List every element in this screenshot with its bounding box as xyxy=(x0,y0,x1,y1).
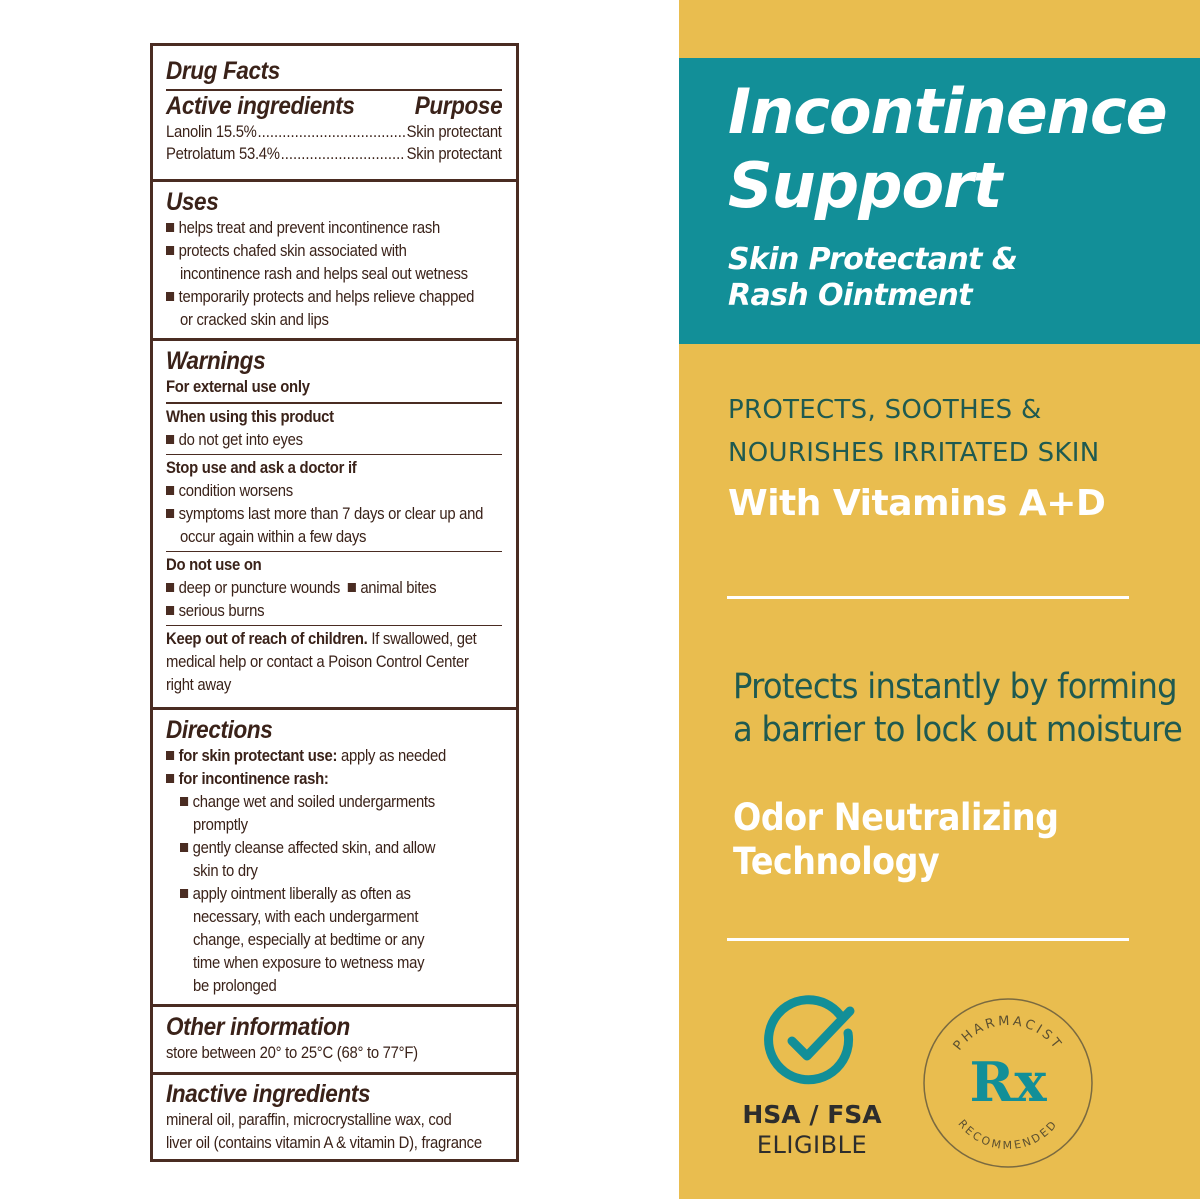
warning-item: deep or puncture wounds xyxy=(178,579,340,597)
divider xyxy=(166,625,502,626)
bullet-icon xyxy=(166,246,174,255)
direction-label: for skin protectant use: xyxy=(178,747,338,765)
direction-text: promptly xyxy=(193,816,248,834)
warning-item: serious burns xyxy=(178,602,265,620)
keep-out-text: If swallowed, get xyxy=(367,630,477,648)
uses-heading: Uses xyxy=(166,188,219,216)
ingredient-name: Lanolin 15.5% xyxy=(166,123,257,141)
directions-section xyxy=(153,707,516,998)
bullet-icon xyxy=(166,751,174,760)
bullet-icon xyxy=(166,509,174,518)
warning-item: symptoms last more than 7 days or clear up and xyxy=(178,505,484,523)
ingredient-name: Petrolatum 53.4% xyxy=(166,145,280,163)
svg-text:RECOMMENDED xyxy=(955,1117,1060,1152)
bullet-icon xyxy=(166,606,174,615)
odor-line: Odor Neutralizing xyxy=(733,796,1059,839)
direction-text: change wet and soiled undergarments xyxy=(192,793,435,811)
purpose-heading: Purpose xyxy=(414,92,502,120)
rx-symbol: Rx xyxy=(969,1050,1047,1114)
ingredient-row xyxy=(166,121,502,144)
product-subtitle: Rash Ointment xyxy=(728,278,972,313)
inactive-heading: Inactive ingredients xyxy=(166,1080,371,1108)
warning-item: animal bites xyxy=(360,579,437,597)
other-info-heading: Other information xyxy=(166,1013,350,1041)
drug-facts-header xyxy=(153,56,516,166)
other-info-text: store between 20° to 25°C (68° to 77°F) xyxy=(166,1044,418,1062)
active-ingredients-header-row xyxy=(166,91,502,121)
keep-out-label: Keep out of reach of children. xyxy=(166,630,368,648)
uses-line: temporarily protects and helps relieve chapped xyxy=(178,288,475,306)
hsa-eligible-label: ELIGIBLE xyxy=(756,1131,868,1159)
dot-leader xyxy=(281,143,406,166)
direction-label: for incontinence rash: xyxy=(178,770,329,788)
direction-text: skin to dry xyxy=(193,862,258,880)
divider xyxy=(727,596,1129,599)
ingredient-purpose: Skin protectant xyxy=(406,123,502,141)
divider xyxy=(166,551,502,552)
when-using-label: When using this product xyxy=(166,408,334,426)
uses-line: helps treat and prevent incontinence rash xyxy=(178,219,440,237)
warnings-heading: Warnings xyxy=(166,347,266,375)
divider xyxy=(727,938,1129,941)
bullet-icon xyxy=(180,797,188,806)
seal-bottom-text: RECOMMENDED xyxy=(955,1117,1061,1153)
uses-line: incontinence rash and helps seal out wetness xyxy=(180,265,468,283)
odor-text xyxy=(733,796,1059,884)
uses-line: protects chafed skin associated with xyxy=(178,242,407,260)
bullet-icon xyxy=(166,435,174,444)
direction-text: necessary, with each undergarment xyxy=(193,908,419,926)
check-circle-icon xyxy=(762,993,858,1089)
claim-text: NOURISHES IRRITATED SKIN xyxy=(728,438,1100,468)
bullet-icon xyxy=(166,223,174,232)
pharmacist-seal-icon xyxy=(920,995,1096,1171)
divider xyxy=(166,454,502,455)
warnings-section xyxy=(153,338,516,697)
ingredient-row xyxy=(166,143,502,166)
bullet-icon xyxy=(180,889,188,898)
direction-text: apply as needed xyxy=(337,747,446,765)
uses-section xyxy=(153,179,516,332)
protects-text xyxy=(733,666,1182,752)
bullet-icon xyxy=(166,774,174,783)
do-not-use-label: Do not use on xyxy=(166,556,262,574)
protects-line: a barrier to lock out moisture xyxy=(733,710,1183,750)
uses-line: or cracked skin and lips xyxy=(180,311,329,329)
bullet-icon xyxy=(166,292,174,301)
drug-facts-panel xyxy=(150,43,519,1162)
bullet-icon xyxy=(180,843,188,852)
drug-facts-title: Drug Facts xyxy=(166,57,280,85)
direction-text: apply ointment liberally as often as xyxy=(192,885,411,903)
other-info-section xyxy=(153,1004,516,1065)
ingredient-purpose: Skin protectant xyxy=(406,145,502,163)
bullet-icon xyxy=(348,583,356,592)
direction-text: be prolonged xyxy=(193,977,277,995)
claim-text: PROTECTS, SOOTHES & xyxy=(728,395,1042,425)
direction-text: time when exposure to wetness may xyxy=(193,954,425,972)
hsa-label: HSA / FSA xyxy=(742,1100,882,1129)
active-ingredients-heading: Active ingredients xyxy=(166,92,355,120)
bullet-icon xyxy=(166,583,174,592)
external-use-label: For external use only xyxy=(166,378,310,396)
bullet-icon xyxy=(166,486,174,495)
keep-out-text: medical help or contact a Poison Control Center xyxy=(166,653,469,671)
vitamins-text: With Vitamins A+D xyxy=(728,483,1106,524)
keep-out-text: right away xyxy=(166,676,231,694)
direction-text: change, especially at bedtime or any xyxy=(193,931,425,949)
product-title: Support xyxy=(728,149,1002,222)
protects-line: Protects instantly by forming xyxy=(733,667,1177,707)
inactive-text: mineral oil, paraffin, microcrystalline wax, cod xyxy=(166,1111,452,1129)
odor-line: Technology xyxy=(733,840,940,883)
product-title: Incontinence xyxy=(728,75,1167,148)
inactive-section xyxy=(153,1072,516,1155)
product-subtitle: Skin Protectant & xyxy=(728,242,1018,277)
seal-top-text: PHARMACIST xyxy=(950,1013,1066,1054)
dot-leader xyxy=(258,121,406,144)
warning-item: do not get into eyes xyxy=(178,431,303,449)
directions-heading: Directions xyxy=(166,716,273,744)
stop-use-label: Stop use and ask a doctor if xyxy=(166,459,357,477)
direction-text: gently cleanse affected skin, and allow xyxy=(192,839,436,857)
inactive-text: liver oil (contains vitamin A & vitamin D), fragrance xyxy=(166,1134,482,1152)
warning-item: occur again within a few days xyxy=(180,528,367,546)
warning-item: condition worsens xyxy=(178,482,293,500)
divider xyxy=(166,402,502,404)
svg-text:PHARMACIST xyxy=(951,1014,1066,1054)
